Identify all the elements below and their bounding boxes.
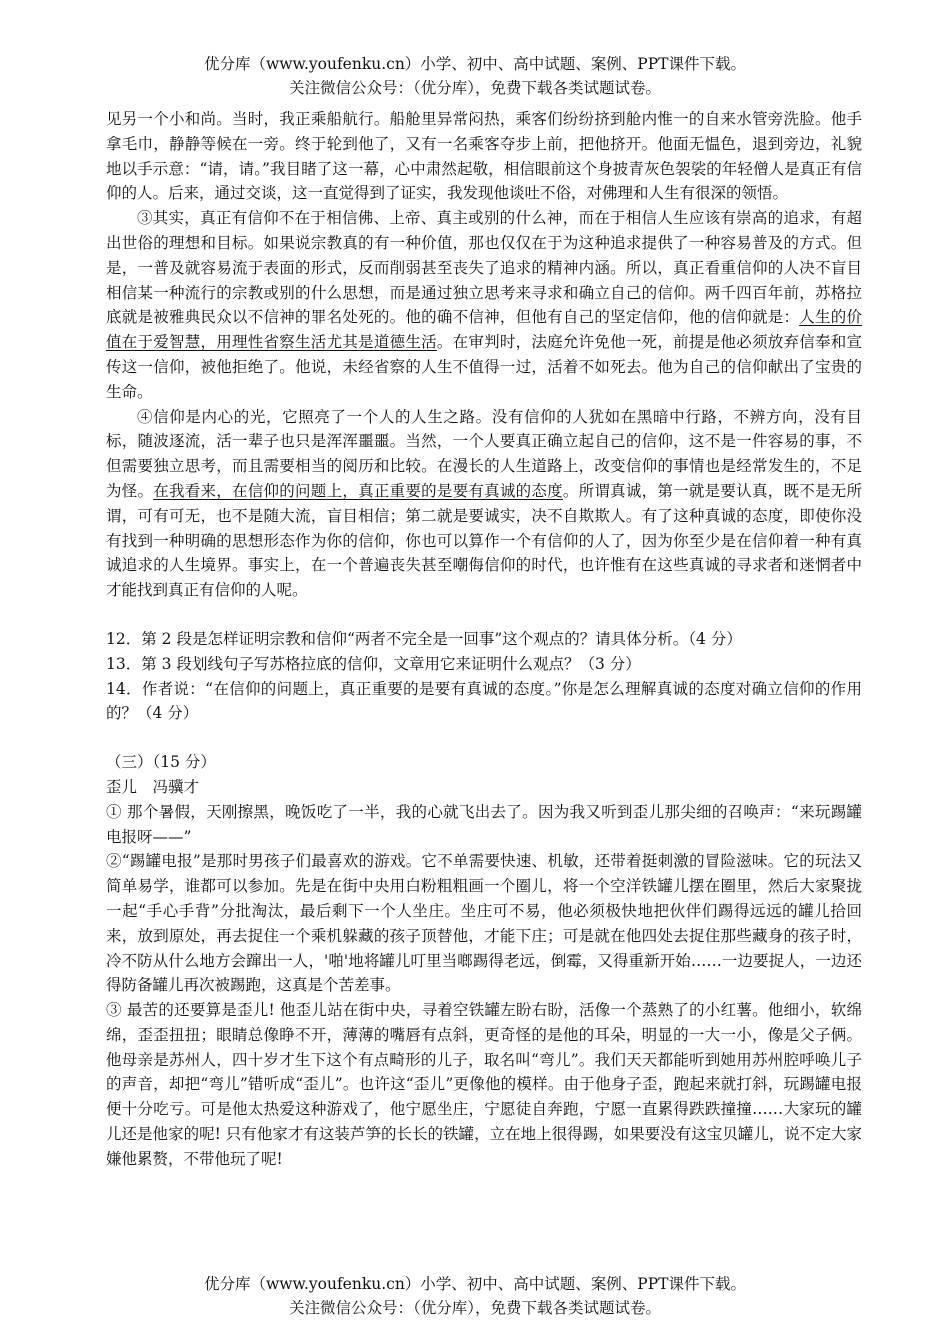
page-header [0, 52, 950, 100]
underlined-sentence-sincerity: 在我看来，在信仰的问题上，真正重要的是要有真诚的态度 [153, 481, 563, 500]
header-line-1: 优分库（www.youfenku.cn）小学、初中、高中试题、案例、PPT课件下载。 [203, 55, 747, 73]
paragraph-4-text-b: 。所谓真诚，第一就是要认真，既不是无所谓，可有可无，也不是随大流，盲目相信；第二就是要诚实，决不自欺欺人。有了这种真诚的态度，即使你没有找到一种明确的思想形态作为你的信仰，你也可以算作一个有信仰的人了，因为你至少是在信仰着一种有真诚追求的人生境界。事实上，在一个普遍丧失甚至嘲侮信仰的时代，也许惟有在这些真诚的寻求者和迷惘者中才能找到真正有信仰的人呢。 [106, 481, 862, 600]
footer-line-1: 优分库（www.youfenku.cn）小学、初中、高中试题、案例、PPT课件下载。 [203, 1275, 747, 1293]
paragraph-continued: 见另一个小和尚。当时，我正乘船航行。船舱里异常闷热，乘客们纷纷挤到舱内惟一的自来水管旁洗脸。他手拿毛巾，静静等候在一旁。终于轮到他了，又有一名乘客夺步上前，把他挤开。他面无愠色，退到旁边，礼貌地以手示意：“请，请。”我目睹了这一幕，心中肃然起敬，相信眼前这个身披青灰色袈裟的年轻僧人是真正有信仰的人。后来，通过交谈，这一直觉得到了证实，我发现他谈吐不俗，对佛理和人生有很深的领悟。 [106, 110, 862, 203]
footer-line-2: 关注微信公众号：（优分库），免费下载各类试题试卷。 [288, 1299, 661, 1317]
story-paragraph-3: ③ 最苦的还要算是歪儿! 他歪儿站在街中央，寻着空铁罐左盼右盼，活像一个蒸熟了的小红薯。他细小，软绵绵，歪歪扭扭；眼睛总像睁不开，薄薄的嘴唇有点斜，更奇怪的是他的耳朵，明显的一大一小，像是父子俩。他母亲是苏州人，四十岁才生下这个有点畸形的儿子，取名叫“弯儿”。我们天天都能听到她用苏州腔呼唤儿子的声音，却把“弯儿”错听成“歪儿”。也许这“歪儿”更像他的模样。由于他身子歪，跑起来就打斜，玩踢罐电报便十分吃亏。可是他太热爱这种游戏了，他宁愿坐庄，宁愿徒自奔跑，宁愿一直累得跌跌撞撞……大家玩的罐儿还是他家的呢! 只有他家才有这装芦笋的长长的铁罐，立在地上很得踢，如果要没有这宝贝罐儿，说不定大家嫌他累赘，不带他玩了呢! [106, 1001, 862, 1168]
story-paragraph-1: ① 那个暑假，天刚擦黑，晚饭吃了一半，我的心就飞出去了。因为我又听到歪儿那尖细的召唤声：“来玩踢罐电报呀——” [106, 802, 862, 846]
document-body [106, 107, 862, 1172]
header-line-2: 关注微信公众号：（优分库），免费下载各类试题试卷。 [288, 79, 661, 97]
story-paragraph-2: ②“踢罐电报”是那时男孩子们最喜欢的游戏。它不单需要快速、机敏，还带着挺刺激的冒险滋味。它的玩法又简单易学，谁都可以参加。先是在街中央用白粉粗粗画一个圈儿，将一个空洋铁罐儿摆在圈里，然后大家聚拢一起“手心手背”分批淘汰，最后剩下一个人坐庄。坐庄可不易，他必须极快地把伙伴们踢得远远的罐儿拾回来，放到原处，再去捉住一个乘机躲藏的孩子顶替他，才能下庄；可是就在他四处去捉住那些藏身的孩子时，冷不防从什么地方会蹿出一人，'啪'地将罐儿叮里当啷踢得老远，倒霉，又得重新开始……一边要捉人，一边还得防备罐儿再次被踢跑，这真是个苦差事。 [106, 852, 862, 995]
question-12: 12．第 2 段是怎样证明宗教和信仰“两者不完全是一回事”这个观点的？请具体分析。（4 分） [106, 629, 742, 648]
paragraph-3-text-a: ③其实，真正有信仰不在于相信佛、上帝、真主或别的什么神，而在于相信人生应该有崇高的追求，有超出世俗的理想和目标。如果说宗教真的有一种价值，那也仅仅在于为这种追求提供了一种容易普及的方式。但是，一普及就容易流于表面的形式，反而削弱甚至丧失了追求的精神内涵。所以，真正看重信仰的人决不盲目相信某一种流行的宗教或别的什么思想，而是通过独立思考来寻求和确立自己的信仰。两千四百年前，苏格拉底就是被雅典民众以不信神的罪名处死的。他的确不信神，但他有自己的坚定信仰，他的信仰就是： [106, 209, 862, 327]
section-3-heading: （三）（15 分） [106, 753, 216, 772]
question-13: 13．第 3 段划线句子写苏格拉底的信仰，文章用它来证明什么观点？（3 分） [106, 654, 641, 673]
paragraph-3-text-b: 。在审判时，法庭允许免他一死，前提是他必须放弃信奉和宣传这一信仰，被他拒绝了。他说，未经省察的人生不值得一过，活着不如死去。他为自己的信仰献出了宝贵的生命。 [106, 333, 862, 401]
paragraph-3 [106, 206, 862, 404]
underlined-sentence-socrates: 人生的价值在于爱智慧，用理性省察生活尤其是道德生活 [106, 308, 862, 352]
story-title-author: 歪儿 冯骥才 [106, 777, 200, 796]
question-14: 14．作者说：“在信仰的问题上，真正重要的是要有真诚的态度。”你是怎么理解真诚的态度对确立信仰的作用的？（4 分） [106, 679, 862, 723]
page-footer [0, 1272, 950, 1320]
paragraph-4-text-a: ④信仰是内心的光，它照亮了一个人的人生之路。没有信仰的人犹如在黑暗中行路，不辨方向，没有目标，随波逐流，活一辈子也只是浑浑噩噩。当然，一个人要真正确立起自己的信仰，这不是一件容易的事，不但需要独立思考，而且需要相当的阅历和比较。在漫长的人生道路上，改变信仰的事情也是经常发生的，不足为怪。 [106, 407, 862, 500]
paragraph-4 [106, 405, 862, 603]
